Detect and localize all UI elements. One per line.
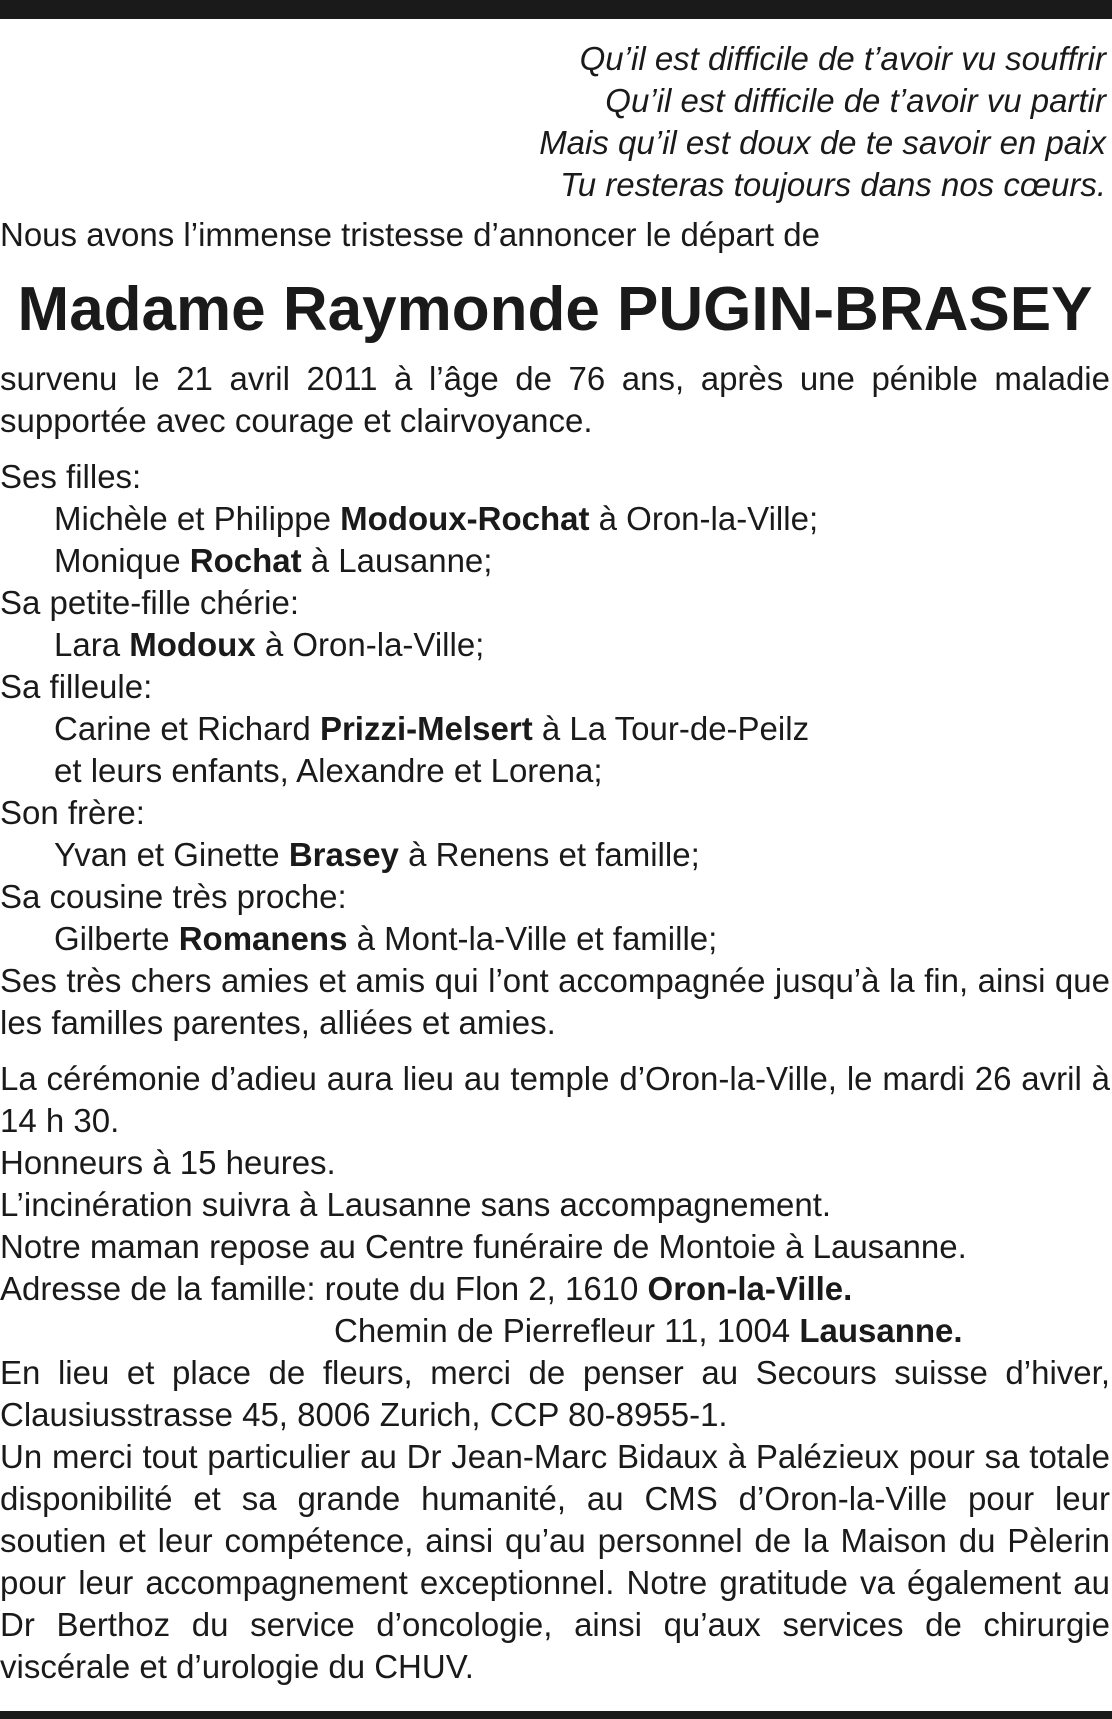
family-surname: Prizzi-Melsert [319, 710, 533, 747]
address-city: Oron-la-Ville. [647, 1270, 853, 1307]
family-surname: Rochat [189, 542, 302, 579]
family-entry: Lara Modoux à Oron-la-Ville; [54, 626, 485, 663]
family-surname: Modoux [129, 626, 256, 663]
family-label-cousin: Sa cousine très proche: [0, 878, 347, 915]
incineration-text: L’incinération suivra à Lausanne sans accompagnement. [0, 1186, 832, 1223]
death-notice: survenu le 21 avril 2011 à l’âge de 76 ans, après une pénible maladie supportée avec courage et clairvoyance. [0, 360, 1110, 439]
family-entry: Gilberte Romanens à Mont-la-Ville et famille; [54, 920, 718, 957]
family-surname: Modoux-Rochat [340, 500, 590, 537]
family-surname: Romanens [178, 920, 348, 957]
family-entry-continuation: et leurs enfants, Alexandre et Lorena; [54, 752, 603, 789]
family-label-goddaughter: Sa filleule: [0, 668, 153, 705]
verse-line: Qu’il est difficile de t’avoir vu partir [605, 82, 1106, 119]
family-surname: Brasey [288, 836, 399, 873]
verse-line: Tu resteras toujours dans nos cœurs. [560, 166, 1106, 203]
friends-text: Ses très chers amies et amis qui l’ont accompagnée jusqu’à la fin, ainsi que les familles parentes, alliées et amies. [0, 962, 1110, 1041]
family-address-line-2: Chemin de Pierrefleur 11, 1004 Lausanne. [334, 1312, 963, 1349]
thanks-text: Un merci tout particulier au Dr Jean-Marc Bidaux à Palézieux pour sa totale disponibilité et sa grande humanité, au CMS d’Oron-la-Ville pour leur soutien et leur compétence, ainsi qu’au personnel de la Maison du Pèlerin pour leur accompagnement exceptionnel. Notre gratitude va également au Dr Berthoz du service d’oncologie, ainsi qu’aux services de chirurgie viscérale et d’urologie du CHUV. [0, 1438, 1110, 1685]
obituary-notice [0, 38, 1110, 1688]
family-entry: Carine et Richard Prizzi-Melsert à La Tour-de-Peilz [54, 710, 810, 747]
top-border-rule [0, 0, 1112, 19]
family-entry: Michèle et Philippe Modoux-Rochat à Oron-la-Ville; [54, 500, 819, 537]
verse-line: Qu’il est difficile de t’avoir vu souffrir [579, 40, 1106, 77]
family-list [0, 456, 1110, 1044]
donations-text: En lieu et place de fleurs, merci de penser au Secours suisse d’hiver, Clausiusstrasse 45, 8006 Zurich, CCP 80-8955-1. [0, 1354, 1110, 1433]
family-entry: Monique Rochat à Lausanne; [54, 542, 493, 579]
intro-text: Nous avons l’immense tristesse d’annoncer le départ de [0, 216, 820, 253]
deceased-name: Madame Raymonde PUGIN-BRASEY [17, 275, 1093, 344]
rest-text: Notre maman repose au Centre funéraire de Montoie à Lausanne. [0, 1228, 967, 1265]
bottom-border-rule [0, 1711, 1112, 1719]
verse-line: Mais qu’il est doux de te savoir en paix [539, 124, 1106, 161]
address-city: Lausanne. [799, 1312, 963, 1349]
family-label-granddaughter: Sa petite-fille chérie: [0, 584, 299, 621]
family-entry: Yvan et Ginette Brasey à Renens et famille; [54, 836, 700, 873]
honours-text: Honneurs à 15 heures. [0, 1144, 336, 1181]
family-label-daughters: Ses filles: [0, 458, 142, 495]
verse-poem [0, 38, 1110, 206]
ceremony-text: La cérémonie d’adieu aura lieu au temple d’Oron-la-Ville, le mardi 26 avril à 14 h 30. [0, 1060, 1110, 1139]
family-address-line-1: Adresse de la famille: route du Flon 2, 1610 Oron-la-Ville. [0, 1270, 853, 1307]
family-label-brother: Son frère: [0, 794, 145, 831]
